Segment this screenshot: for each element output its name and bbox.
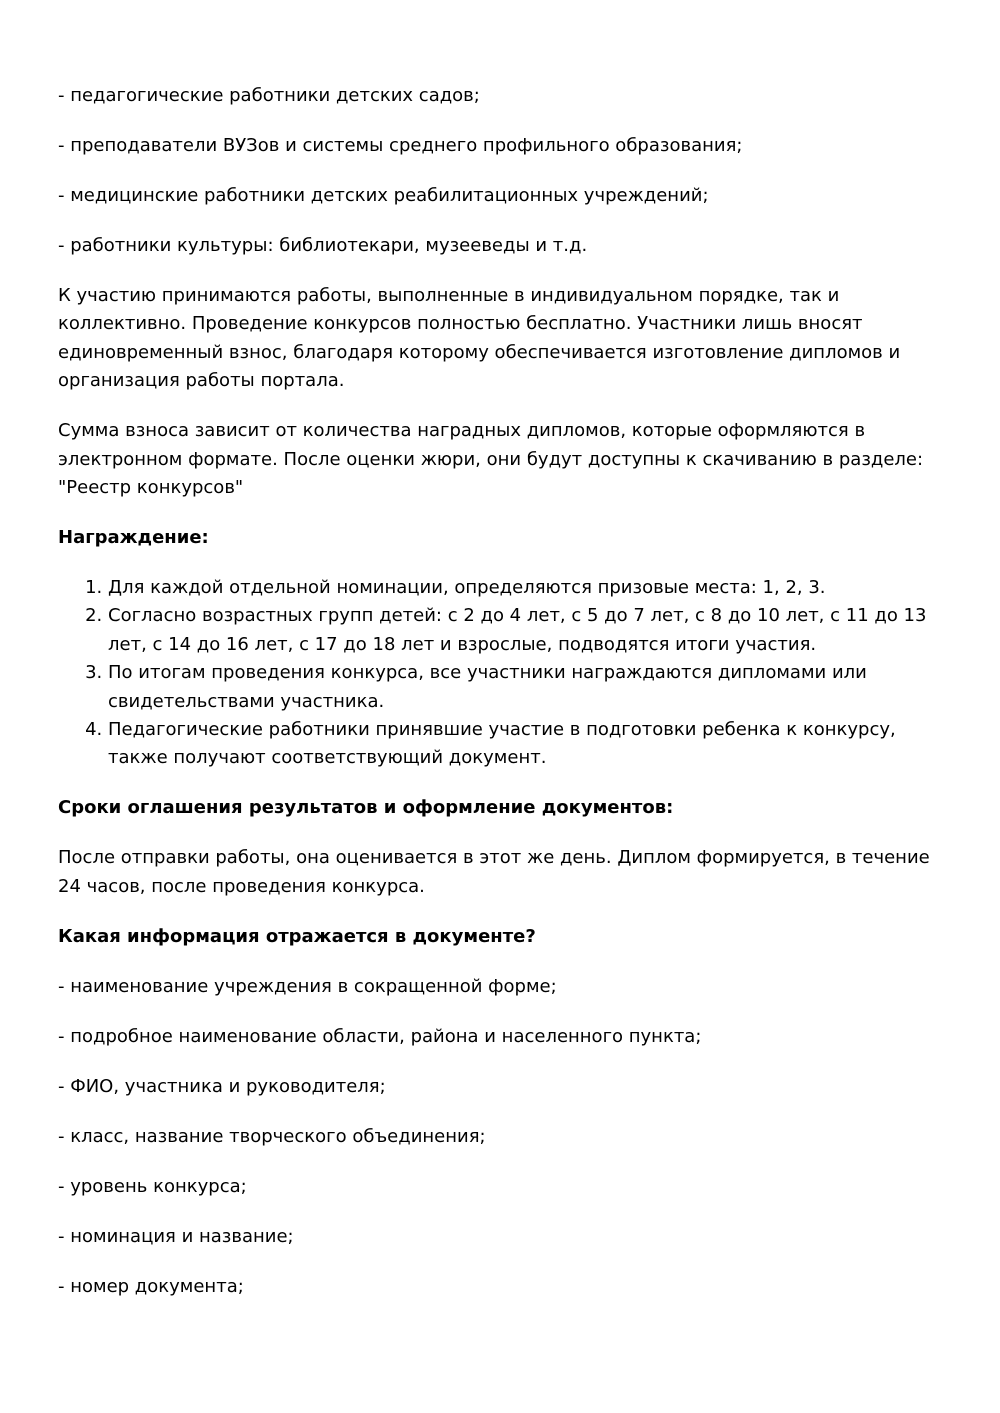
document-info-item: - номинация и название; — [58, 1225, 294, 1247]
document-info-item: - номер документа; — [58, 1275, 244, 1297]
awards-list-item: 2. Согласно возрастных групп детей: с 2 до 4 лет, с 5 до 7 лет, с 8 до 10 лет, с 11 до 13 лет, с 14 до 16 лет, с 17 до 18 лет и взрослые, подводятся итоги участия. — [108, 602, 938, 659]
deadlines-paragraph: После отправки работы, она оценивается в этот же день. Диплом формируется, в течение 24 часов, после проведения конкурса. — [58, 847, 930, 897]
document-info-item: - подробное наименование области, района и населенного пункта; — [58, 1025, 702, 1047]
document-info-heading: Какая информация отражается в документе? — [58, 925, 536, 947]
document-info-item: - уровень конкурса; — [58, 1175, 247, 1197]
document-info-item: - ФИО, участника и руководителя; — [58, 1075, 386, 1097]
document-info-item: - наименование учреждения в сокращенной форме; — [58, 975, 557, 997]
participation-paragraph: К участию принимаются работы, выполненные в индивидуальном порядке, так и коллективно. Проведение конкурсов полностью бесплатно. Участники лишь вносят единовременный взнос, благодаря которому обеспечивается изготовление дипломов и организация работы портала. — [58, 285, 901, 392]
deadlines-heading: Сроки оглашения результатов и оформление документов: — [58, 797, 674, 819]
intro-list-item: - преподаватели ВУЗов и системы среднего профильного образования; — [58, 135, 743, 156]
intro-list-item: - педагогические работники детских садов; — [58, 85, 480, 106]
document-page — [58, 82, 938, 1323]
awards-list-item: 3. По итогам проведения конкурса, все участники награждаются дипломами или свидетельствами участника. — [108, 659, 938, 716]
awards-heading: Награждение: — [58, 527, 209, 549]
awards-list — [58, 574, 938, 773]
intro-list-item: - работники культуры: библиотекари, музееведы и т.д. — [58, 235, 588, 256]
intro-list-item: - медицинские работники детских реабилитационных учреждений; — [58, 185, 709, 206]
awards-list-item: 4. Педагогические работники принявшие участие в подготовки ребенка к конкурсу, также получают соответствующий документ. — [108, 716, 938, 773]
fee-paragraph: Сумма взноса зависит от количества наградных дипломов, которые оформляются в электронном формате. После оценки жюри, они будут доступны к скачиванию в разделе: "Реестр конкурсов" — [58, 420, 924, 499]
document-info-item: - класс, название творческого объединения; — [58, 1125, 486, 1147]
awards-list-item: 1. Для каждой отдельной номинации, определяются призовые места: 1, 2, 3. — [108, 574, 938, 602]
